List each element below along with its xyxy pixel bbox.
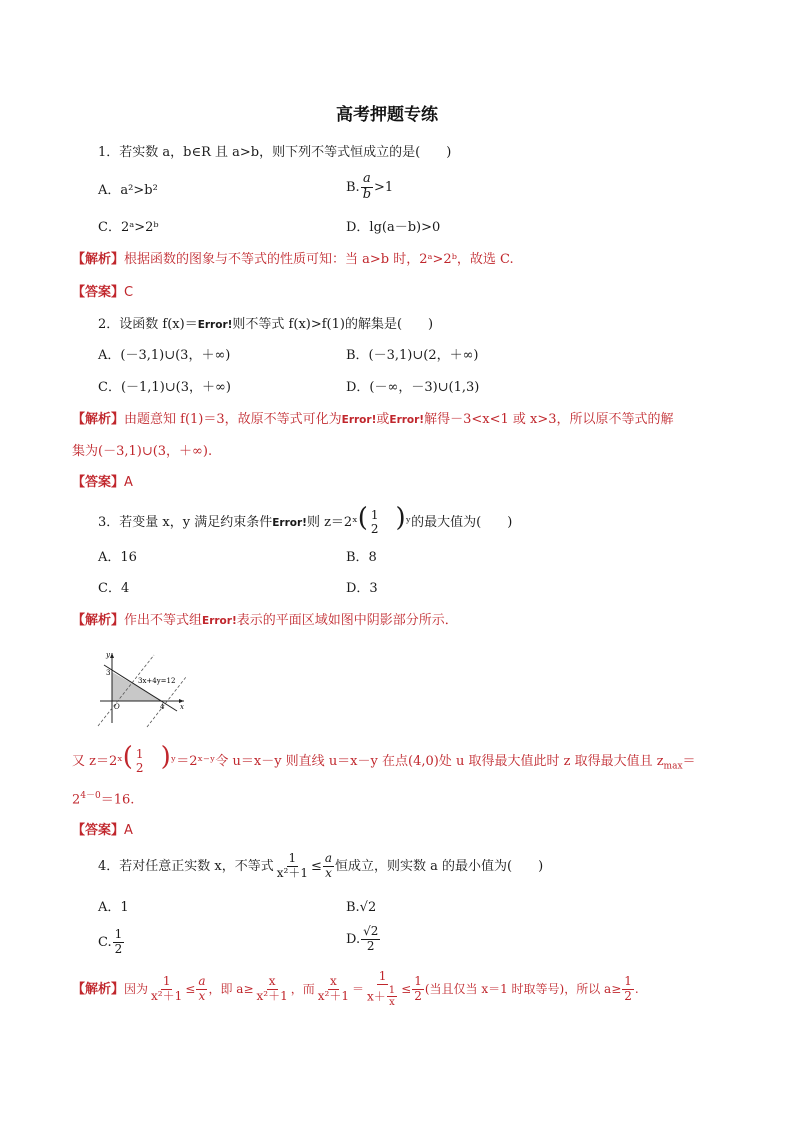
q4-analysis-le: ≤: [185, 981, 196, 996]
q3-analysis: [72, 614, 458, 627]
q4-analysis: [72, 970, 639, 1009]
error-field: Error!: [202, 615, 237, 627]
q4-analysis-fraction-2: [196, 975, 207, 1004]
q2-answer-value: A: [124, 475, 133, 490]
q3-analysis-result: [72, 792, 134, 806]
q2-option-d: D．(－∞，－3)∪(1,3): [346, 380, 480, 395]
answer-tag: 【答案】: [72, 475, 125, 490]
analysis-tag: 【解析】: [72, 613, 125, 628]
q4-stem-tail: 恒成立，则实数 a 的最小值为(: [335, 858, 513, 874]
q4-stem: [98, 852, 543, 881]
q2-option-a: A．(－3,1)∪(3，＋∞): [98, 348, 231, 363]
q3-answer-value: A: [124, 823, 133, 838]
fraction-numerator: 1: [414, 974, 422, 989]
q3-analysis-text: 作出不等式组: [124, 613, 203, 628]
fraction-denominator: 2: [366, 938, 375, 953]
q3-stem-text: 3．若变量 x，y 满足约束条件: [98, 515, 273, 530]
q2-analysis-or: 或: [376, 412, 390, 427]
q4-analysis-and: ，而: [290, 981, 315, 996]
q2-analysis-line2: 集为(－3,1)∪(3，＋∞).: [72, 444, 213, 459]
page-title: 高考押题专练: [336, 105, 438, 125]
q3-option-c: C．4: [98, 581, 130, 596]
q4-stem-text: 4．若对任意正实数 x，不等式: [98, 858, 274, 874]
fraction-denominator: 2: [135, 760, 144, 775]
q4-analysis-condition: (当且仅当 x＝1 时取等号)，所以 a≥: [424, 981, 622, 996]
q3-answer: [72, 824, 133, 837]
q1-option-a: A．a²>b²: [98, 183, 158, 198]
q1-option-b-label: B.: [346, 179, 360, 195]
fraction-numerator: a: [324, 851, 333, 865]
fraction-denominator: x²＋1: [256, 988, 288, 1003]
graph-line-label: 3x+4y=12: [138, 677, 176, 685]
q1-analysis-text: 根据函数的图象与不等式的性质可知：当 a>b 时，2ᵃ>2ᵇ，故选 C.: [124, 252, 514, 267]
error-field: Error!: [197, 319, 233, 331]
fraction-numerator: 1: [378, 969, 387, 983]
q3-stem-close: ): [507, 515, 513, 530]
fraction-denominator: x: [325, 865, 332, 880]
q4-stem-le: ≤: [310, 858, 322, 874]
q4-analysis-fraction-6: [412, 975, 424, 1004]
fraction-numerator: 1: [624, 974, 632, 989]
q3-analysis-cont: [72, 744, 696, 775]
q4-option-c: [98, 928, 125, 957]
q2-option-c: C．(－1,1)∪(3，＋∞): [98, 380, 231, 395]
error-field: Error!: [272, 517, 307, 529]
q2-answer: [72, 476, 133, 489]
graph-label-y: y: [106, 651, 110, 659]
q4-analysis-text: 因为: [124, 981, 149, 996]
left-paren: (: [357, 503, 368, 533]
q4-option-d-label: D.: [346, 931, 361, 947]
fraction-numerator: a: [362, 171, 371, 186]
nested-fraction: [387, 985, 397, 1009]
q4-analysis-eq: ＝: [351, 981, 364, 996]
fraction-denominator: x: [389, 997, 395, 1009]
q4-analysis-fraction-4: [316, 975, 351, 1004]
fraction-numerator: 1: [288, 851, 297, 865]
q1-option-c: C．2ᵃ>2ᵇ: [98, 220, 159, 235]
fraction-denominator: x: [198, 988, 206, 1003]
q3-cont-fraction: [134, 748, 146, 776]
q3-stem-fraction: [369, 509, 381, 537]
power-exponent: 4－0: [80, 791, 101, 801]
subscript-max: max: [663, 761, 683, 772]
answer-tag: 【答案】: [72, 823, 125, 838]
fraction-numerator: 1: [114, 927, 123, 941]
q4-option-c-fraction: [113, 928, 125, 957]
denominator-prefix: x＋: [366, 989, 386, 1004]
error-field: Error!: [389, 414, 425, 426]
q1-stem-text: 1．若实数 a，b∈R 且 a>b，则下列不等式恒成立的是(: [98, 145, 421, 160]
q3-stem-z: 则 z＝2ˣ: [306, 515, 358, 530]
fraction-denominator: [365, 985, 400, 1009]
q4-option-d-fraction: [361, 925, 380, 954]
fraction-denominator: b: [362, 186, 372, 202]
q2-stem-close: ): [428, 317, 434, 332]
q3-result-tail: ＝16.: [100, 792, 135, 808]
q1-stem: [98, 146, 451, 159]
q4-option-b: B.√2: [346, 900, 377, 915]
q1-stem-close: ): [446, 145, 452, 160]
q1-analysis: [72, 253, 514, 266]
answer-tag: 【答案】: [72, 285, 125, 300]
graph-label-origin: O: [114, 703, 120, 711]
q2-stem-text: 2．设函数 f(x)＝: [98, 317, 198, 332]
analysis-tag: 【解析】: [72, 252, 125, 267]
q2-stem: [98, 318, 433, 331]
fraction-denominator: x²＋1: [317, 988, 349, 1003]
fraction-numerator: 1: [388, 984, 396, 996]
fraction-denominator: 2: [624, 988, 632, 1003]
y-axis-arrow-icon: [110, 653, 114, 658]
right-paren: ): [395, 503, 406, 533]
q4-stem-fraction-2: [323, 852, 334, 881]
q4-analysis-fraction-1: [149, 975, 184, 1004]
error-field: Error!: [341, 414, 377, 426]
fraction-denominator: x²＋1: [151, 988, 183, 1003]
q1-answer-value: C: [124, 285, 134, 300]
power-base: 2: [72, 792, 81, 808]
q4-analysis-fraction-5: [365, 970, 400, 1009]
q3-cont-equals: ＝: [682, 754, 696, 769]
q4-analysis-fraction-7: [622, 975, 634, 1004]
fraction-numerator: 1: [370, 507, 379, 522]
q1-answer: [72, 286, 133, 299]
fraction-numerator: 1: [135, 746, 144, 761]
feasible-region-graph: [92, 647, 188, 729]
fraction-numerator: a: [198, 974, 206, 989]
q4-analysis-period: .: [634, 981, 639, 996]
fraction-denominator: 2: [114, 941, 123, 956]
q4-option-d: [346, 925, 381, 954]
q1-option-b-tail: >1: [374, 179, 394, 195]
graph-label-4: 4: [160, 703, 165, 711]
q4-option-c-label: C.: [98, 934, 112, 950]
q3-stem: [98, 505, 512, 536]
q1-option-b-fraction: [361, 172, 373, 203]
fraction-denominator: x²＋1: [276, 865, 308, 880]
q2-analysis-line1: [72, 413, 674, 426]
fraction-numerator: 1: [162, 974, 171, 989]
q2-analysis-text: 由题意知 f(1)＝3，故原不等式可化为: [124, 412, 342, 427]
right-paren: ): [160, 742, 171, 772]
q3-cont-text: 又 z＝2ˣ: [72, 754, 123, 769]
fraction-denominator: 2: [414, 988, 422, 1003]
q3-stem-tail: ʸ的最大值为(: [405, 515, 482, 530]
graph-label-3: 3: [106, 669, 111, 677]
q3-analysis-tail: 表示的平面区域如图中阴影部分所示．: [236, 613, 458, 628]
analysis-tag: 【解析】: [72, 412, 125, 427]
fraction-denominator: 2: [370, 521, 379, 536]
q4-stem-close: ): [538, 858, 544, 874]
fraction-numerator: √2: [363, 924, 379, 938]
q4-stem-fraction-1: [275, 852, 310, 881]
q3-option-d: D．3: [346, 581, 378, 596]
analysis-tag: 【解析】: [72, 981, 125, 997]
q1-option-b: [346, 172, 393, 203]
left-paren: (: [122, 742, 133, 772]
q4-analysis-then: ，即 a≥: [208, 981, 254, 996]
fraction-numerator: x: [329, 974, 337, 989]
q2-option-b: B．(－3,1)∪(2，＋∞): [346, 348, 479, 363]
dashed-level-line-left: [98, 655, 154, 726]
q4-analysis-le2: ≤: [401, 981, 412, 996]
q3-cont-tail: ʸ＝2ˣ⁻ʸ令 u＝x－y 则直线 u＝x－y 在点(4,0)处 u 取得最大值此时 z 取得最大值且 z: [170, 754, 664, 769]
q4-analysis-fraction-3: [255, 975, 290, 1004]
q1-option-d: D．lg(a－b)>0: [346, 220, 441, 235]
graph-label-x: x: [180, 703, 184, 711]
q2-analysis-solution: 解得－3<x<1 或 x>3，所以原不等式的解: [424, 412, 674, 427]
fraction-numerator: x: [268, 974, 276, 989]
q4-option-a: A．1: [98, 900, 129, 915]
q3-option-a: A．16: [98, 550, 137, 565]
q3-option-b: B．8: [346, 550, 377, 565]
q2-stem-tail: 则不等式 f(x)>f(1)的解集是(: [232, 317, 403, 332]
